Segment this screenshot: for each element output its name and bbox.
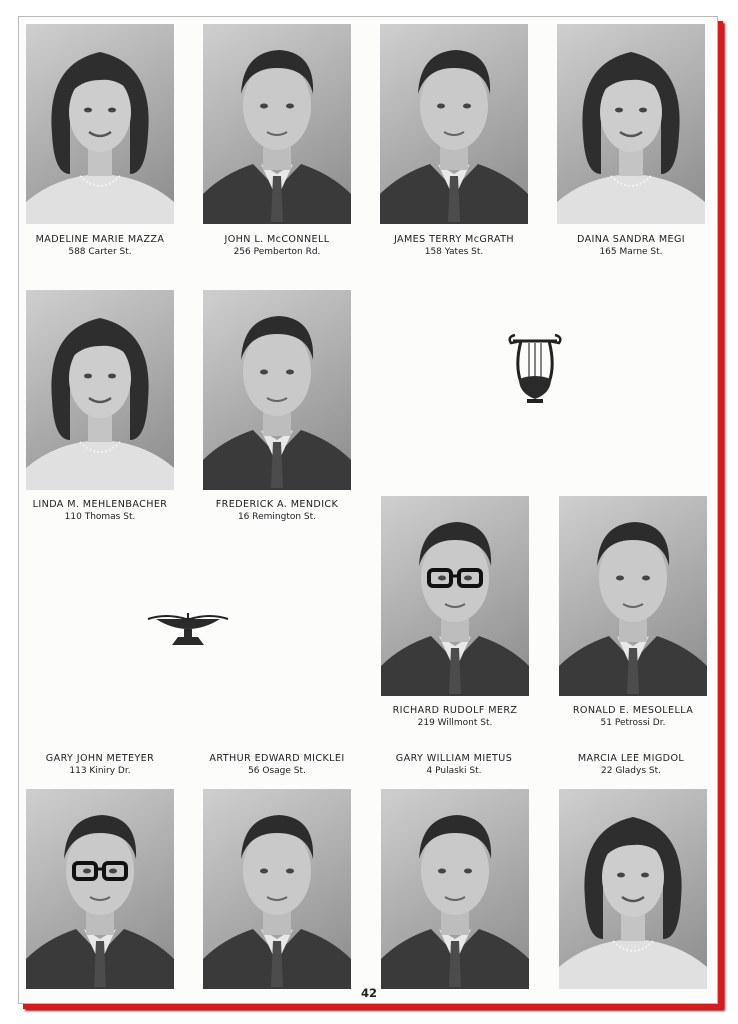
student-caption: [543, 234, 719, 257]
student-caption: [189, 753, 365, 776]
portrait-photo: [26, 24, 174, 224]
student-address: 158 Yates St.: [424, 247, 484, 257]
student-name: MADELINE MARIE MAZZA: [35, 234, 165, 245]
student-caption: [12, 499, 188, 522]
student-address: 51 Petrossi Dr.: [600, 718, 666, 728]
portrait-photo: [203, 24, 351, 224]
student-address: 16 Remington St.: [237, 512, 317, 522]
portrait-photo: [381, 496, 529, 696]
lamp-of-learning-icon: [146, 609, 230, 649]
student-caption: [12, 234, 188, 257]
student-name: JOHN L. McCONNELL: [224, 234, 330, 245]
student-name: ARTHUR EDWARD MICKLEI: [209, 753, 345, 764]
portrait-photo: [203, 789, 351, 989]
student-caption: [543, 753, 719, 776]
student-name: MARCIA LEE MIGDOL: [577, 753, 685, 764]
student-caption: [366, 234, 542, 257]
student-address: 256 Pemberton Rd.: [233, 247, 321, 257]
yearbook-page: [18, 16, 718, 1004]
student-address: 165 Marne St.: [599, 247, 663, 257]
student-caption: [189, 499, 365, 522]
student-name: GARY WILLIAM MIETUS: [395, 753, 513, 764]
student-address: 219 Willmont St.: [417, 718, 493, 728]
student-name: GARY JOHN METEYER: [45, 753, 155, 764]
portrait-photo: [26, 290, 174, 490]
student-caption: [12, 753, 188, 776]
student-address: 110 Thomas St.: [64, 512, 136, 522]
student-address: 588 Carter St.: [68, 247, 132, 257]
portrait-photo: [559, 496, 707, 696]
student-caption: [545, 705, 721, 728]
student-name: LINDA M. MEHLENBACHER: [32, 499, 168, 510]
student-caption: [189, 234, 365, 257]
student-name: DAINA SANDRA MEGI: [576, 234, 686, 245]
student-address: 22 Gladys St.: [601, 766, 661, 776]
portrait-photo: [381, 789, 529, 989]
portrait-photo: [557, 24, 705, 224]
portrait-photo: [26, 789, 174, 989]
page-number: 42: [360, 986, 377, 1000]
student-name: JAMES TERRY McGRATH: [393, 234, 514, 245]
portrait-photo: [203, 290, 351, 490]
portrait-photo: [380, 24, 528, 224]
portrait-photo: [559, 789, 707, 989]
student-caption: [366, 753, 542, 776]
student-address: 56 Osage St.: [248, 766, 306, 776]
lyre-icon: [507, 327, 563, 407]
student-name: FREDERICK A. MENDICK: [215, 499, 339, 510]
student-name: RICHARD RUDOLF MERZ: [392, 705, 518, 716]
student-caption: [367, 705, 543, 728]
student-address: 113 Kiniry Dr.: [69, 766, 131, 776]
student-address: 4 Pulaski St.: [426, 766, 482, 776]
student-name: RONALD E. MESOLELLA: [572, 705, 694, 716]
